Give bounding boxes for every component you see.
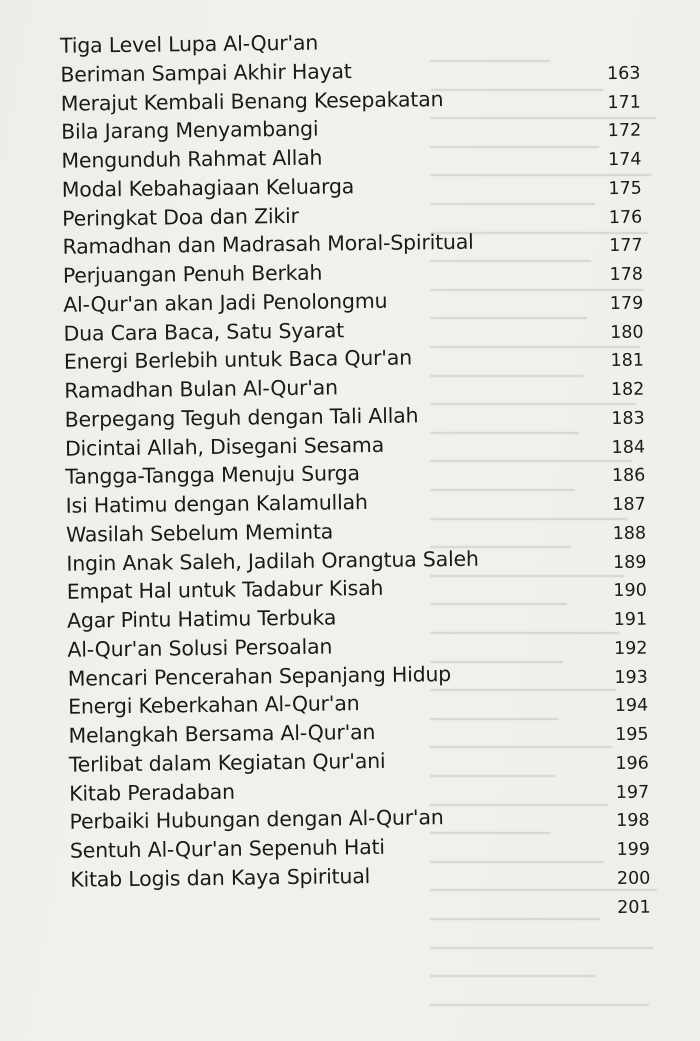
toc-entry-title: Tangga-Tangga Menuju Surga: [65, 461, 360, 489]
toc-entry-title: Tiga Level Lupa Al-Qur'an: [59, 30, 319, 58]
toc-entry-page-number: 182: [610, 379, 645, 401]
toc-entry-title: Melangkah Bersama Al-Qur'an: [68, 719, 376, 748]
toc-entry-page-number: 188: [612, 523, 647, 544]
toc-entry-title: Mengunduh Rahmat Allah: [61, 145, 323, 173]
toc-entry-title: Energi Keberkahan Al-Qur'an: [68, 691, 360, 719]
toc-entry-title: Mencari Pencerahan Sepanjang Hidup: [67, 661, 452, 691]
toc-entry-page-number: 177: [609, 235, 643, 257]
toc-entry-page-number: 176: [608, 207, 643, 228]
toc-entry-title: Al-Qur'an Solusi Persoalan: [67, 634, 333, 662]
toc-entry-page-number: 190: [613, 580, 647, 602]
toc-entry-title: Merajut Kembali Benang Kesepakatan: [60, 86, 444, 116]
toc-entry-page-number: 195: [615, 724, 649, 746]
toc-entry-page-number: 198: [616, 810, 650, 832]
toc-entry-title: Ingin Anak Saleh, Jadilah Orangtua Saleh: [66, 546, 479, 576]
toc-entry-page-number: 172: [607, 120, 642, 142]
toc-entry-page-number: 181: [610, 350, 645, 372]
toc-entry-title: Ramadhan dan Madrasah Moral-Spiritual: [62, 229, 474, 259]
toc-entry-page-number: 194: [614, 695, 649, 717]
toc-entry-title: Terlibat dalam Kegiatan Qur'ani: [68, 748, 386, 777]
toc-entry-title: Beriman Sampai Akhir Hayat: [60, 58, 352, 87]
toc-entry-title: Ramadhan Bulan Al-Qur'an: [64, 375, 339, 403]
toc-entry[interactable]: [70, 885, 650, 924]
toc-entry-page-number: 183: [611, 408, 645, 429]
toc-entry-title: Empat Hal untuk Tadabur Kisah: [66, 576, 384, 604]
toc-entry-title: Dicintai Allah, Disegani Sesama: [64, 432, 385, 461]
toc-entry-page-number: 175: [608, 178, 642, 199]
toc-entry-title: Peringkat Doa dan Zikir: [62, 203, 299, 231]
toc-entry-title: Dua Cara Baca, Satu Syarat: [63, 317, 345, 346]
toc-entry-page-number: 200: [616, 868, 651, 889]
toc-entry-page-number: 171: [607, 92, 641, 113]
toc-entry-title: Agar Pintu Hatimu Terbuka: [66, 605, 337, 633]
toc-entry-title: Perjuangan Penuh Berkah: [62, 260, 323, 288]
toc-entry-title: Kitab Logis dan Kaya Spiritual: [70, 863, 371, 892]
toc-entry-title: Berpegang Teguh dengan Tali Allah: [64, 403, 419, 432]
toc-entry-page-number: 201: [617, 897, 651, 918]
toc-entry-page-number: 174: [607, 149, 642, 171]
toc-entry-title: Kitab Peradaban: [69, 779, 235, 806]
toc-entry-page-number: 186: [611, 465, 646, 487]
toc-entry-page-number: 163: [606, 63, 641, 84]
toc-entry-page-number: 180: [610, 322, 644, 343]
toc-entry-title: Perbaiki Hubungan dengan Al-Qur'an: [69, 805, 444, 834]
toc-entry-page-number: 184: [611, 437, 646, 458]
toc-entry-title: Bila Jarang Menyambangi: [60, 116, 319, 144]
toc-entry-title: Modal Kebahagiaan Keluarga: [61, 173, 355, 202]
toc-entry-page-number: 199: [616, 839, 651, 861]
toc-entry-title: Sentuh Al-Qur'an Sepenuh Hati: [69, 834, 385, 863]
toc-entry-page-number: 179: [609, 293, 644, 314]
toc-entry-page-number: 193: [614, 667, 648, 688]
toc-entry-page-number: 192: [613, 638, 648, 659]
toc-entry-title: Wasilah Sebelum Meminta: [65, 519, 334, 547]
toc-entry-title: Energi Berlebih untuk Baca Qur'an: [63, 345, 413, 374]
toc-entry-page-number: 189: [612, 552, 647, 573]
toc-entry-title: Isi Hatimu dengan Kalamullah: [65, 490, 368, 518]
toc-entry-page-number: 197: [615, 782, 650, 803]
toc-entry-page-number: 178: [609, 264, 644, 286]
toc-entry-page-number: 196: [615, 753, 650, 774]
toc-entry-page-number: 191: [613, 609, 648, 631]
toc-entry-title: Al-Qur'an akan Jadi Penolongmu: [63, 288, 388, 317]
toc-entry-page-number: 187: [612, 494, 646, 516]
